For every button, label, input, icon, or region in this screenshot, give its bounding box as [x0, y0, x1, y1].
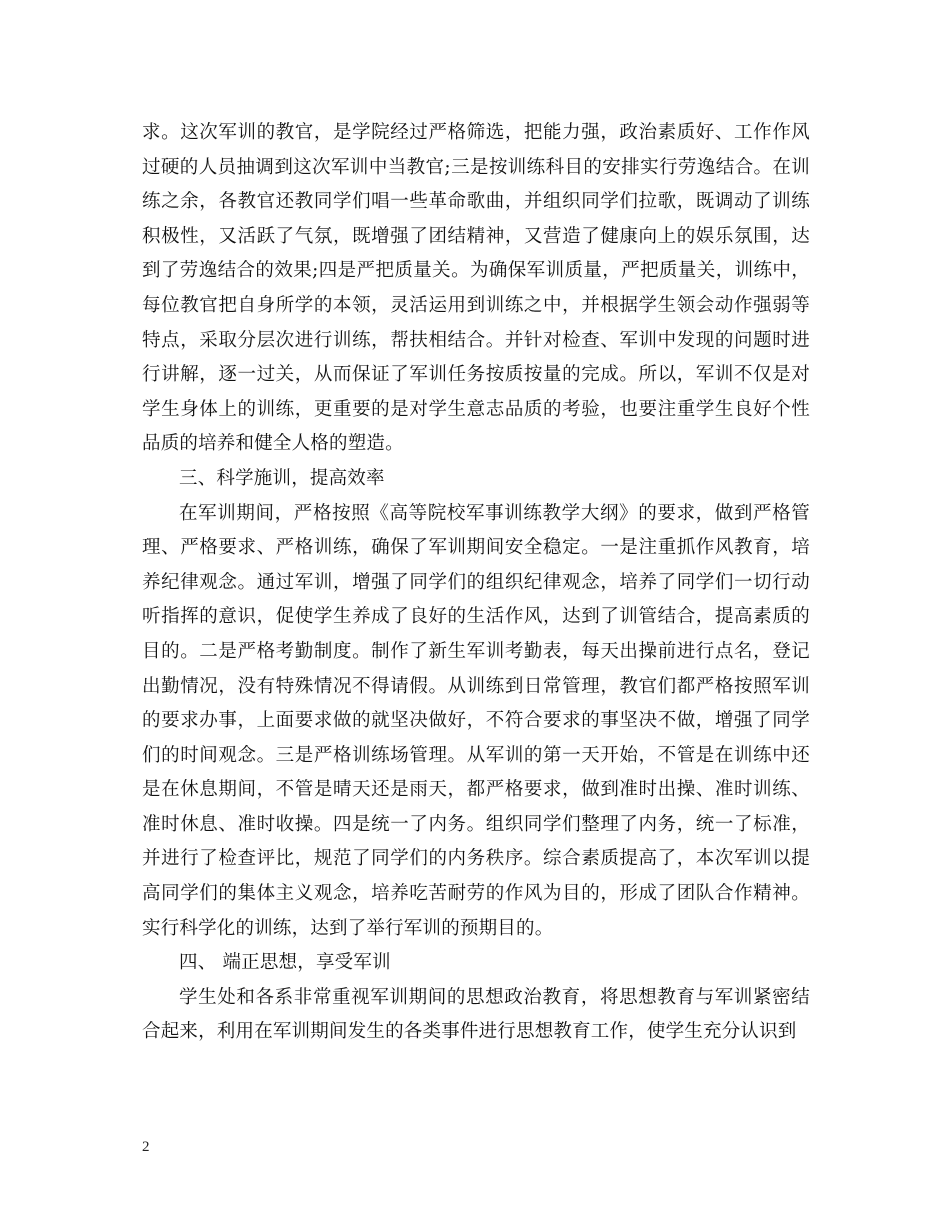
page-number: 2 — [142, 1139, 150, 1155]
section-heading-4: 四、 端正思想，享受军训 — [179, 952, 391, 974]
section-heading-3: 三、科学施训，提高效率 — [179, 467, 385, 489]
paragraph-continuation: 求。这次军训的教官，是学院经过严格筛选，把能力强，政治素质好、工作作风过硬的人员抽调到这次军训中当教官;三是按训练科目的安排实行劳逸结合。在训练之余，各教官还教同学们唱一些革命歌曲，并组织同学们拉歌，既调动了训练积极性，又活跃了气氛，既增强了团结精神，又营造了健康向上的娱乐氛围，达到了劳逸结合的效果;四是严把质量关。为确保军训质量，严把质量关，训练中，每位教官把自身所学的本领，灵活运用到训练之中，并根据学生领会动作强弱等特点，采取分层次进行训练，帮扶相结合。并针对检查、军训中发现的问题时进行讲解，逐一过关，从而保证了军训任务按质按量的完成。所以，军训不仅是对学生身体上的训练，更重要的是对学生意志品质的考验，也要注重学生良好个性品质的培养和健全人格的塑造。 — [142, 122, 810, 455]
document-body — [142, 116, 810, 1050]
paragraph-section-4: 学生处和各系非常重视军训期间的思想政治教育，将思想教育与军训紧密结合起来，利用在军训期间发生的各类事件进行思想教育工作，使学生充分认识到 — [142, 986, 810, 1043]
paragraph-section-3: 在军训期间，严格按照《高等院校军事训练教学大纲》的要求，做到严格管理、严格要求、严格训练，确保了军训期间安全稳定。一是注重抓作风教育，培养纪律观念。通过军训，增强了同学们的组织纪律观念，培养了同学们一切行动听指挥的意识，促使学生养成了良好的生活作风，达到了训管结合，提高素质的目的。二是严格考勤制度。制作了新生军训考勤表，每天出操前进行点名，登记出勤情况，没有特殊情况不得请假。从训练到日常管理，教官们都严格按照军训的要求办事，上面要求做的就坚决做好，不符合要求的事坚决不做，增强了同学们的时间观念。三是严格训练场管理。从军训的第一天开始，不管是在训练中还是在休息期间，不管是晴天还是雨天，都严格要求，做到准时出操、准时训练、准时休息、准时收操。四是统一了内务。组织同学们整理了内务，统一了标准，并进行了检查评比，规范了同学们的内务秩序。综合素质提高了，本次军训以提高同学们的集体主义观念，培养吃苦耐劳的作风为目的，形成了团队合作精神。实行科学化的训练，达到了举行军训的预期目的。 — [142, 502, 810, 939]
